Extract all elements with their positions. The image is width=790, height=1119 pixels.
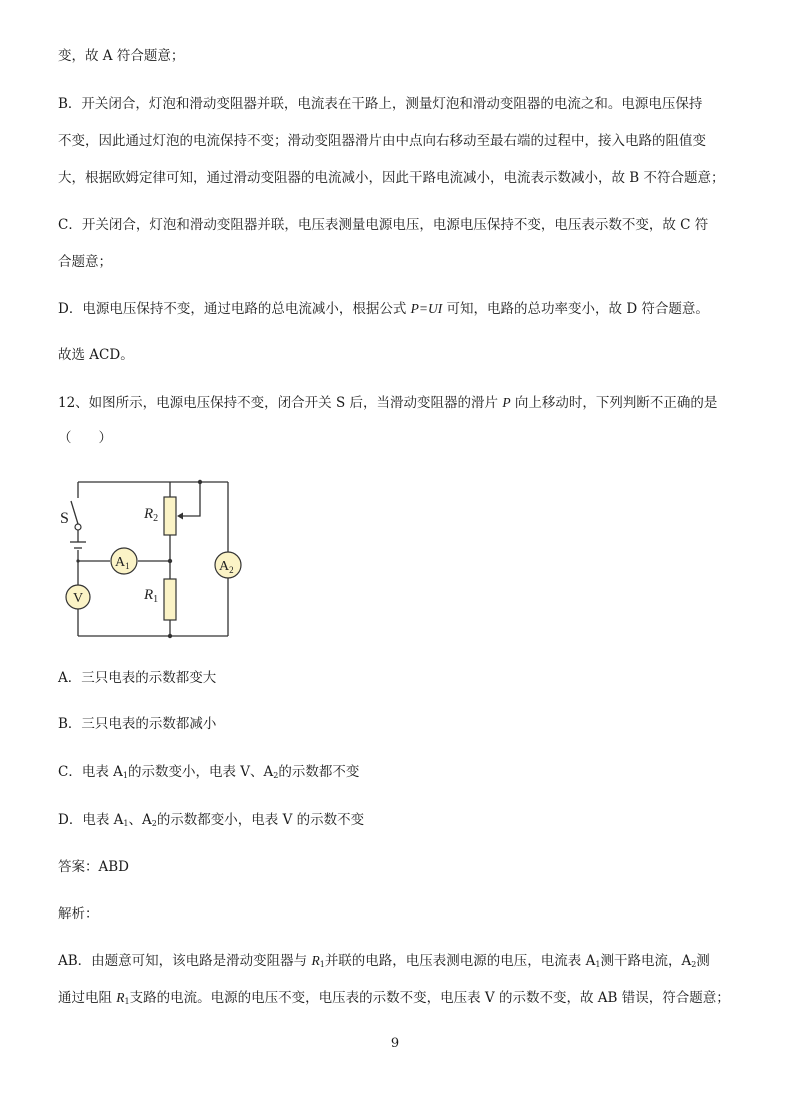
- a2-label: $A_2$: [219, 559, 234, 575]
- analysis-text: 通过电阻 $R_1$支路的电流。电源的电压不变，电压表的示数不变，电压表 V 的示数不变，故 AB 错误，符合题意；: [58, 990, 730, 1006]
- text-line: 大，根据欧姆定律可知，通过滑动变阻器的电流减小，因此干路电流减小，电流表示数减小，故 B 不符合题意；: [58, 170, 725, 186]
- v-label: V: [73, 591, 84, 606]
- a1-label: $A_1$: [115, 555, 130, 571]
- r2-label: $R_2$: [144, 506, 159, 524]
- formula: P=UI: [410, 301, 443, 316]
- option-d: D．电表 $A_1$、$A_2$的示数都变小，电表 V 的示数不变: [58, 812, 365, 828]
- analysis-text: AB．由题意可知，该电路是滑动变阻器与 $R_1$并联的电路，电压表测电源的电压，电流表 $A_1$测干路电流，$A_2$测: [58, 953, 710, 969]
- page-number: 9: [390, 1036, 400, 1051]
- circuit-diagram: [56, 468, 246, 648]
- switch-label: S: [60, 510, 69, 527]
- r1-label: $R_1$: [144, 587, 159, 605]
- analysis-heading: 解析：: [58, 906, 99, 922]
- option-b: B．三只电表的示数都减小: [58, 716, 217, 732]
- option-c-text: C．开关闭合，灯泡和滑动变阻器并联，电压表测量电源电压，电源电压保持不变，电压表示数不变，故 C 符: [58, 217, 709, 233]
- resistor-r2: [164, 497, 176, 535]
- choice-text: 故选 ACD。: [58, 347, 134, 363]
- option-a: A．三只电表的示数都变大: [58, 670, 217, 686]
- answer: 答案：ABD: [58, 859, 129, 875]
- resistor-r1: [164, 579, 176, 620]
- option-c: C．电表 $A_1$的示数变小，电表 V、$A_2$的示数都不变: [58, 764, 360, 780]
- option-b-text: B．开关闭合，灯泡和滑动变阻器并联，电流表在干路上，测量灯泡和滑动变阻器的电流之和。电源电压保持: [58, 96, 703, 112]
- text-line: 不变，因此通过灯泡的电流保持不变；滑动变阻器滑片由中点向右移动至最右端的过程中，接入电路的阻值变: [58, 133, 706, 149]
- text-line: 变，故 A 符合题意；: [58, 48, 185, 64]
- question-stem: 12、如图所示，电源电压保持不变，闭合开关 S 后，当滑动变阻器的滑片 P 向上移动时，下列判断不正确的是: [58, 395, 718, 411]
- text-line: 合题意；: [58, 254, 112, 270]
- option-d-text: D．电源电压保持不变，通过电路的总电流减小，根据公式 P=UI 可知，电路的总功率变小，故 D 符合题意。: [58, 301, 709, 317]
- answer-parentheses: （ ）: [58, 430, 112, 446]
